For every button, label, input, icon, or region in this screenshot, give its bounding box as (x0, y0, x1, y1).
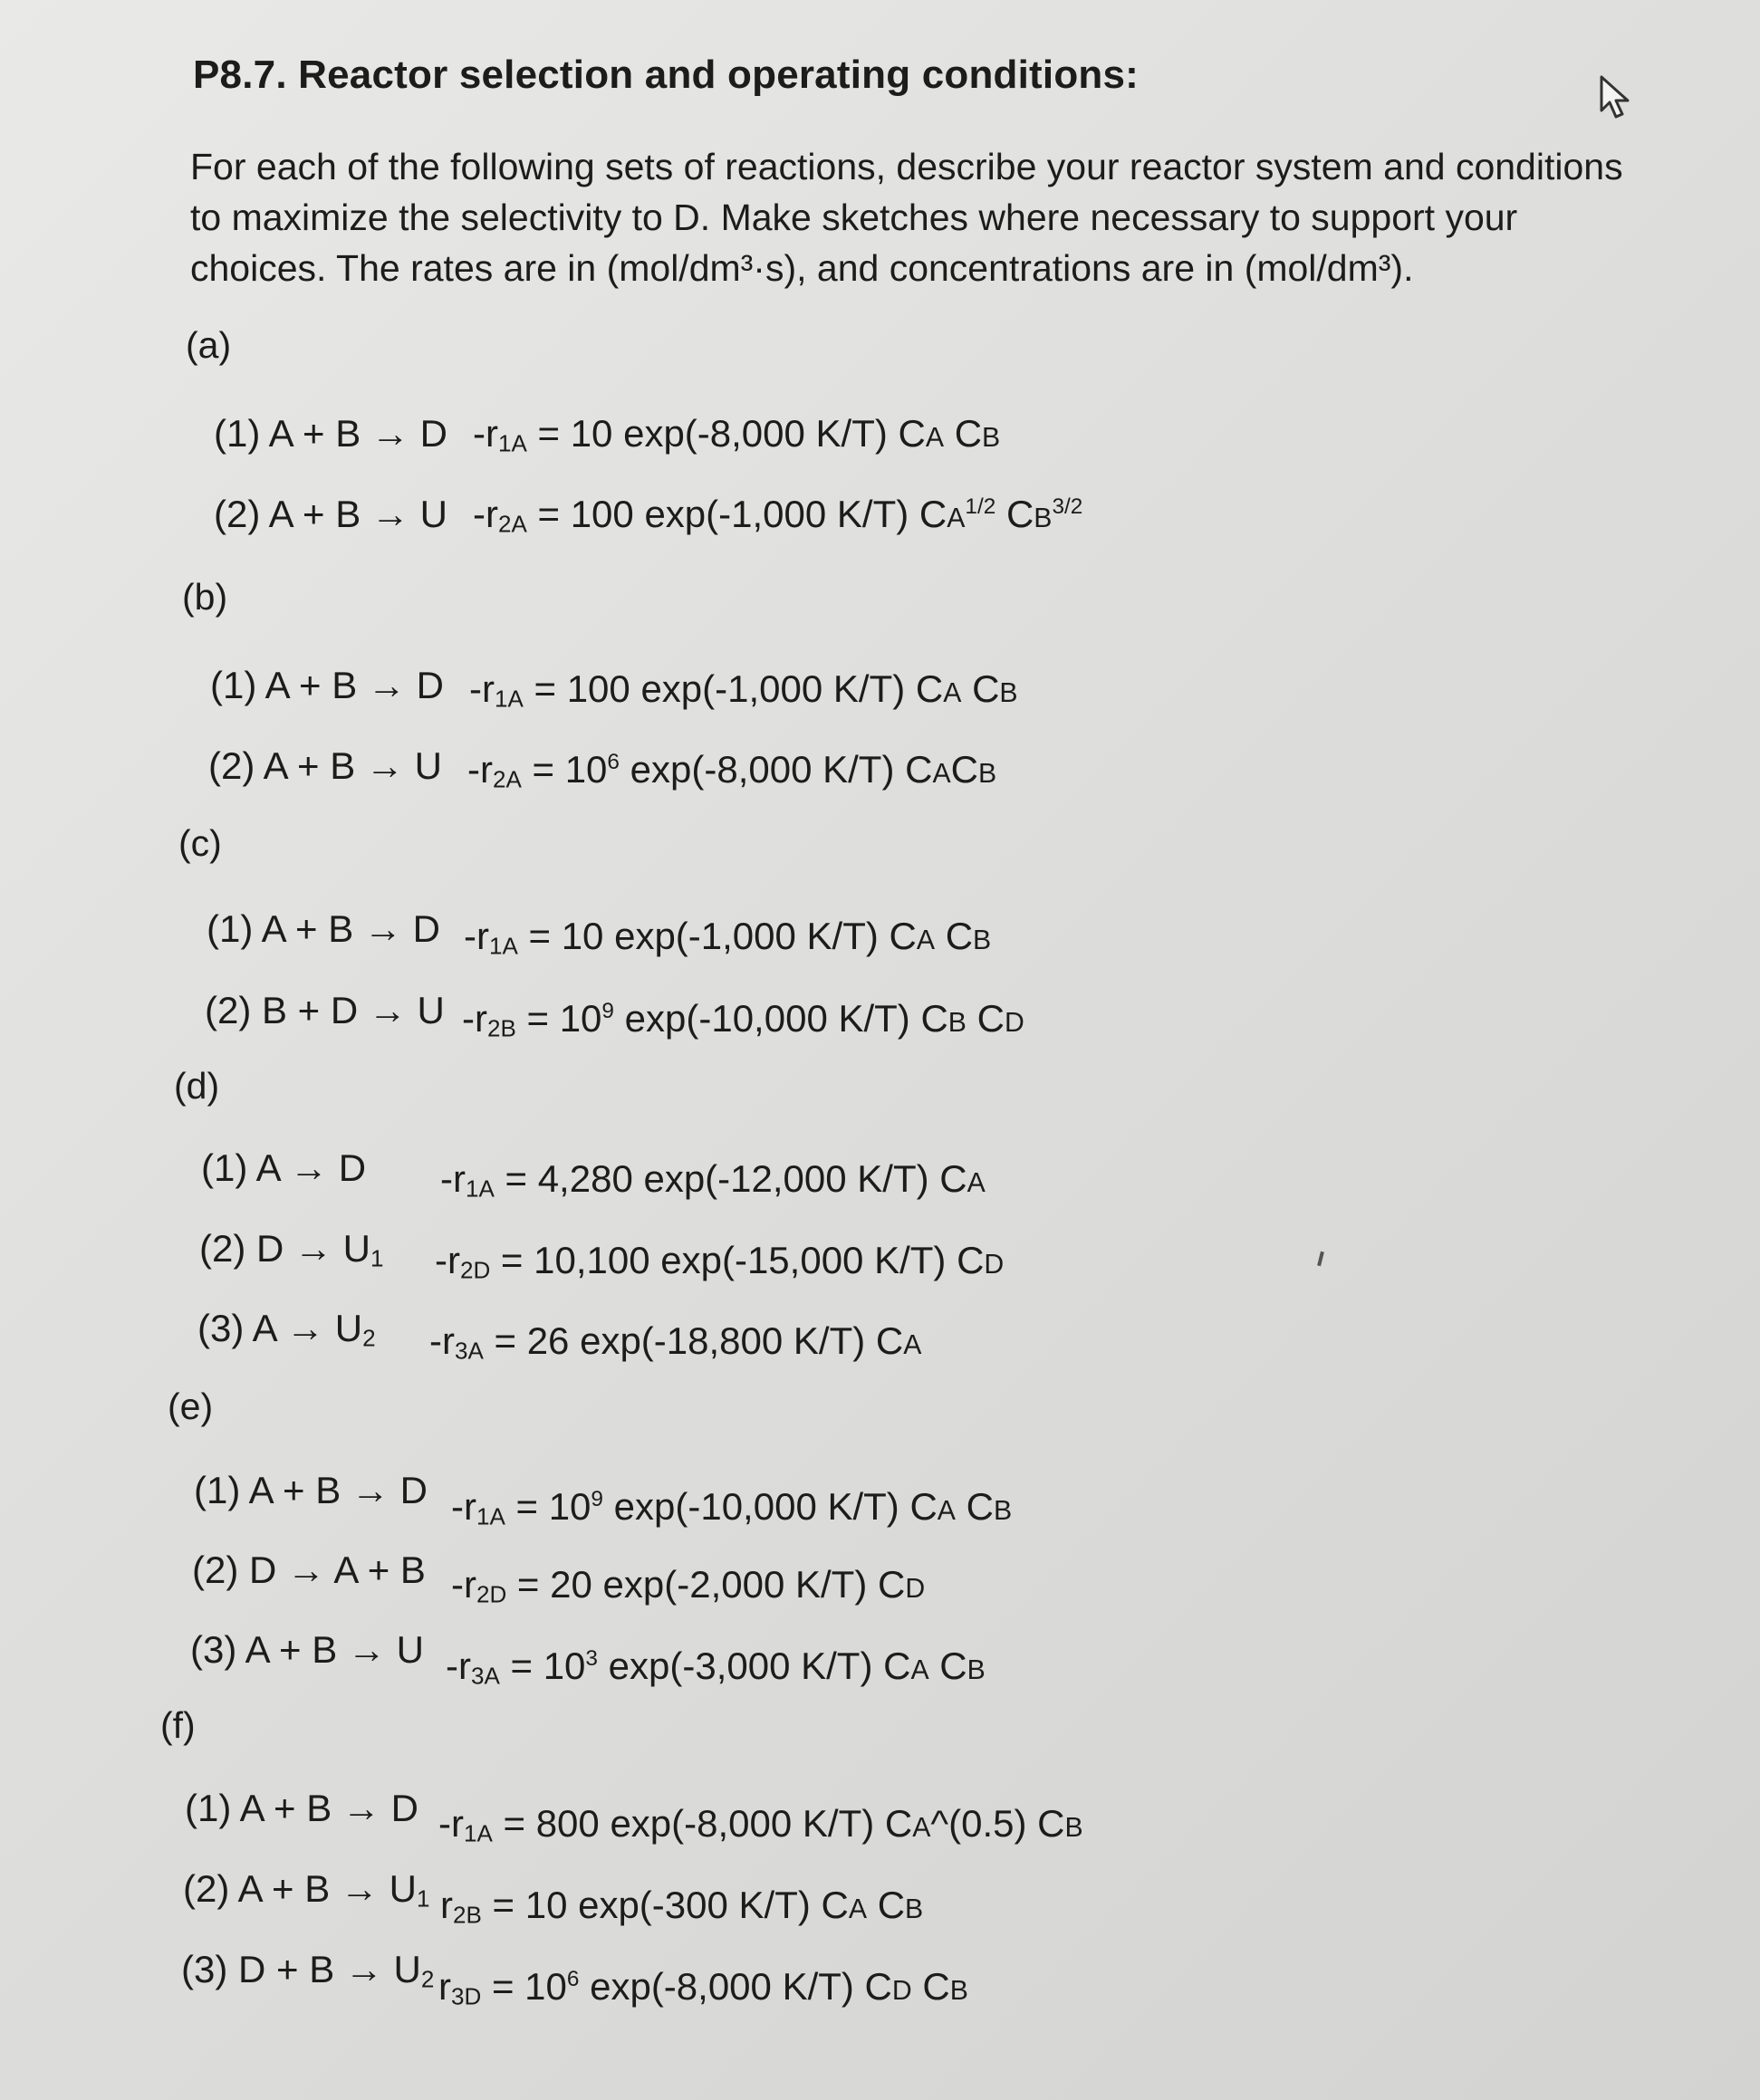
intro-line-3: choices. The rates are in (mol/dm³·s), and concentrations are in (mol/dm³). (190, 247, 1414, 289)
rate-c1: $-r_{1A} = 10$ exp(-1,000 K/T) CA CB (464, 915, 992, 960)
part-label-e: (e) (168, 1386, 214, 1427)
reaction-d2: (2) $D \to U_1$ (199, 1227, 384, 1272)
rate-e3: $-r_{3A} = 10^3$ exp(-3,000 K/T) CA CB (446, 1645, 986, 1690)
part-label-f: (f) (160, 1704, 196, 1746)
reaction-b2: (2) A + B → U (208, 744, 442, 787)
rate-b1: $-r_{1A} = 100$ exp(-1,000 K/T) CA CB (469, 667, 1018, 713)
reaction-b1: (1) A + B → D (210, 664, 444, 706)
part-label-b: (b) (182, 576, 228, 618)
mouse-pointer-icon (1598, 74, 1636, 121)
reaction-e2: (2) D → A + B (192, 1549, 426, 1591)
problem-intro (190, 141, 1658, 293)
reaction-c1: (1) A + B → D (207, 907, 440, 950)
rate-f2: $r_{2B} = 10$ exp(-300 K/T) CA CB (440, 1884, 924, 1929)
rate-a2: $-r_{2A} = 100$ exp(-1,000 K/T) $CA^{1/2}$ $CB^{3/2}$ (473, 493, 1083, 538)
rate-f3: $r_{3D} = 10^6$ exp(-8,000 K/T) CD CB (438, 1965, 968, 2010)
reaction-f2: (2) $A + B \to U_1$ (183, 1867, 430, 1913)
reaction-f1: (1) A + B → D (185, 1787, 418, 1829)
problem-title: P8.7. Reactor selection and operating conditions: (193, 53, 1139, 97)
reaction-c2: (2) B + D → U (205, 989, 445, 1031)
rate-d2: $-r_{2D} = 10,100$ exp(-15,000 K/T) CD (435, 1239, 1005, 1284)
intro-line-1: For each of the following sets of reactions, describe your reactor system and conditions (190, 146, 1623, 187)
intro-line-2: to maximize the selectivity to D. Make sketches where necessary to support your (190, 197, 1518, 238)
reaction-a1: (1) A + B → D (214, 412, 447, 455)
reaction-a2: (2) A + B → U (214, 493, 447, 535)
reaction-d1: (1) A → D (201, 1146, 367, 1189)
reaction-d3: (3) $A \to U_2$ (197, 1307, 376, 1352)
reaction-e1: (1) A + B → D (194, 1469, 428, 1511)
rate-c2: $-r_{2B} = 10^9$ exp(-10,000 K/T) CB CD (462, 997, 1024, 1042)
rate-d3: $-r_{3A} = 26$ exp(-18,800 K/T) CA (429, 1319, 922, 1365)
rate-d1: $-r_{1A} = 4,280$ exp(-12,000 K/T) CA (440, 1157, 986, 1203)
stray-mark (1317, 1251, 1324, 1266)
reaction-e3: (3) A + B → U (190, 1628, 424, 1671)
rate-a1: $-r_{1A} = 10$ exp(-8,000 K/T) CA CB (473, 412, 1001, 457)
reaction-f3: (3) $D + B \to U_2$ (181, 1948, 435, 1993)
part-label-a: (a) (186, 324, 232, 366)
rate-e1: $-r_{1A} = 10^9$ exp(-10,000 K/T) CA CB (451, 1485, 1013, 1530)
part-label-c: (c) (178, 822, 222, 864)
rate-b2: $-r_{2A} = 10^6$ exp(-8,000 K/T) CACB (467, 748, 997, 793)
rate-e2: $-r_{2D} = 20$ exp(-2,000 K/T) CD (451, 1563, 926, 1608)
rate-f1: $-r_{1A} = 800$ exp(-8,000 K/T) CA^(0.5) CB (438, 1802, 1083, 1847)
part-label-d: (d) (174, 1065, 220, 1107)
